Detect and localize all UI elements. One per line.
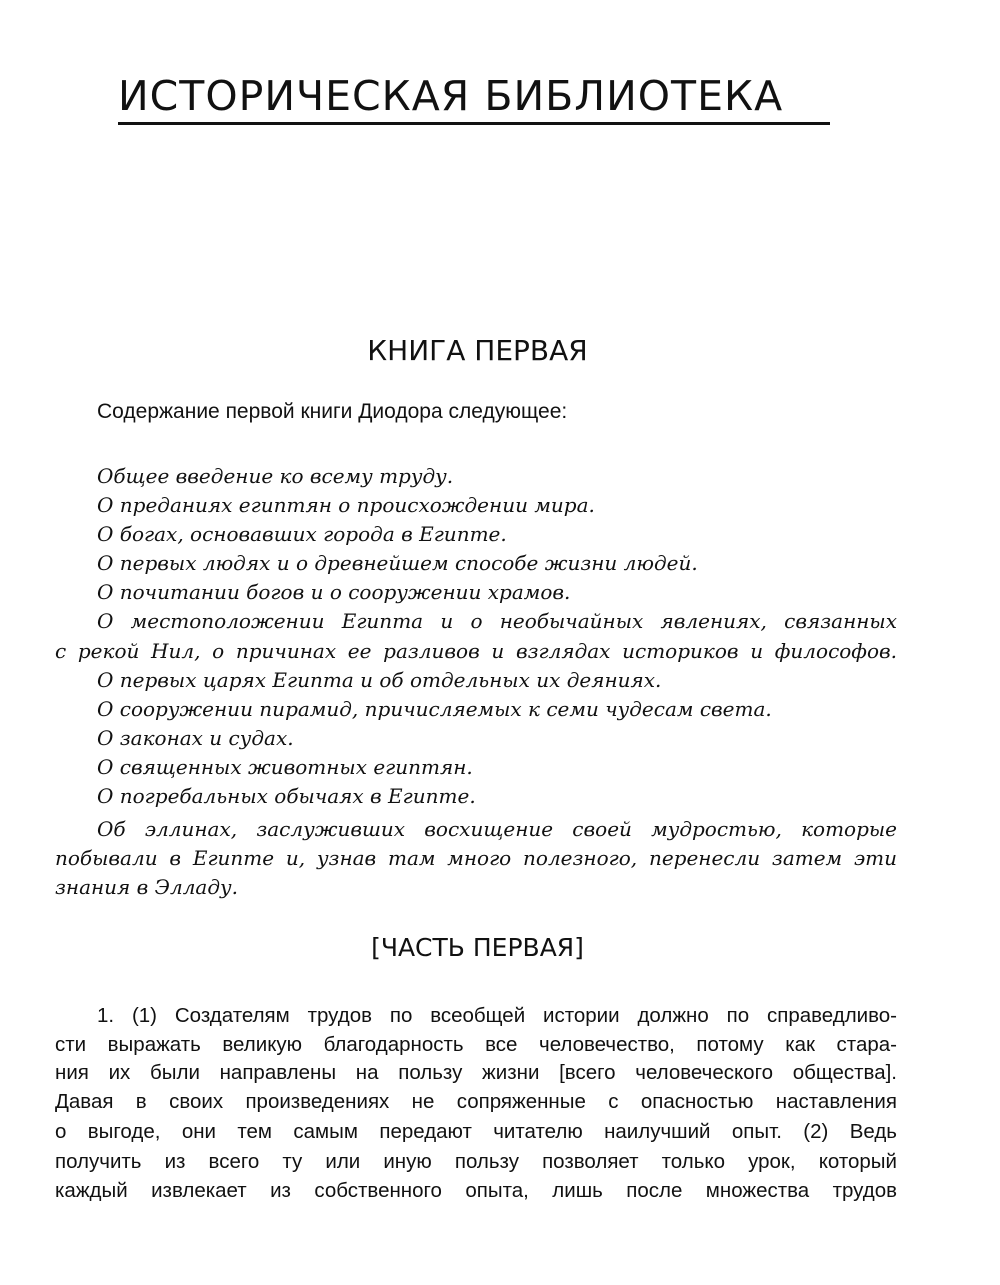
body-line: каждый извлекает из собственного опыта, лишь после множества трудов xyxy=(55,1179,897,1202)
contents-item: Общее введение ко всему труду. xyxy=(97,464,454,488)
body-line: сти выражать великую благодарность все человечество, потому как стара- xyxy=(55,1033,897,1056)
body-line: Давая в своих произведениях не сопряженные с опасностью наставления xyxy=(55,1090,897,1113)
contents-item: О местоположении Египта и о необычайных явлениях, связанных xyxy=(97,609,897,633)
header-rule xyxy=(118,122,830,125)
contents-item: Об эллинах, заслуживших восхищение своей мудростью, которые xyxy=(97,817,897,841)
body-line: 1. (1) Создателям трудов по всеобщей истории должно по справедливо- xyxy=(97,1004,897,1027)
contents-intro: Содержание первой книги Диодора следующее: xyxy=(97,400,568,423)
contents-item: О священных животных египтян. xyxy=(97,755,473,779)
body-line: ния их были направлены на пользу жизни [всего человеческого общества]. xyxy=(55,1061,897,1084)
contents-item: О первых людях и о древнейшем способе жизни людей. xyxy=(97,551,698,575)
contents-item: О законах и судах. xyxy=(97,726,294,750)
contents-item: знания в Элладу. xyxy=(55,875,238,899)
part-title: [ЧАСТЬ ПЕРВАЯ] xyxy=(371,933,584,962)
contents-item: О преданиях египтян о происхождении мира. xyxy=(97,493,595,517)
contents-item: О погребальных обычаях в Египте. xyxy=(97,784,476,808)
contents-item: О сооружении пирамид, причисляемых к семи чудесам света. xyxy=(97,697,772,721)
contents-item: с рекой Нил, о причинах ее разливов и взглядах историков и философов. xyxy=(55,639,897,663)
body-line: о выгоде, они тем самым передают читателю наилучший опыт. (2) Ведь xyxy=(55,1120,897,1143)
contents-item: О богах, основавших города в Египте. xyxy=(97,522,507,546)
contents-item: побывали в Египте и, узнав там много полезного, перенесли затем эти xyxy=(55,846,897,870)
running-header: ИСТОРИЧЕСКАЯ БИБЛИОТЕКА xyxy=(118,72,784,120)
contents-item: О почитании богов и о сооружении храмов. xyxy=(97,580,571,604)
body-line: получить из всего ту или иную пользу позволяет только урок, который xyxy=(55,1150,897,1173)
contents-item: О первых царях Египта и об отдельных их деяниях. xyxy=(97,668,662,692)
book-title: КНИГА ПЕРВАЯ xyxy=(367,334,588,367)
